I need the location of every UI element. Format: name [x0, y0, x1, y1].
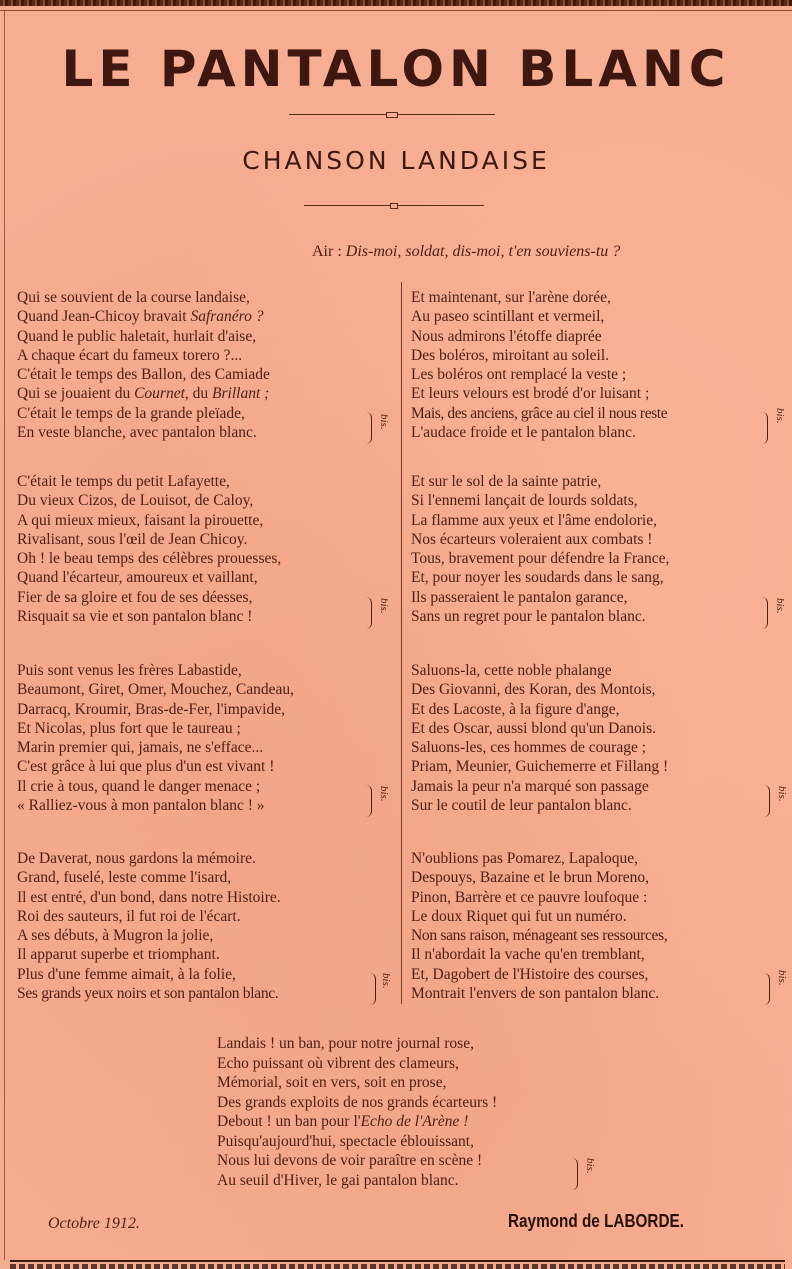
verse-line: Puis sont venus les frères Labastide,	[17, 662, 242, 679]
verse-line: Il est entré, d'un bond, dans notre Histoire.	[17, 888, 281, 906]
verse-line: Landais ! un ban, pour notre journal rose,	[217, 1035, 474, 1052]
verse-line: Et maintenant, sur l'arène dorée,	[411, 289, 611, 306]
verse-line: Sur le coutil de leur pantalon blanc.	[411, 797, 632, 815]
verse-line: Quand l'écarteur, amoureux et vaillant,	[17, 569, 258, 587]
refrain-brace	[366, 785, 372, 817]
verse-line: Ses grands yeux noirs et son pantalon blanc.	[17, 985, 279, 1003]
verse-line: Et Nicolas, plus fort que le taureau ;	[17, 719, 241, 737]
verse-line: Nous admirons l'étoffe diaprée	[411, 327, 602, 345]
refrain-marker: bis.	[774, 598, 786, 614]
verse-line: Montrait l'envers de son pantalon blanc.	[411, 985, 660, 1003]
refrain-marker: bis.	[378, 786, 390, 802]
verse-line: Quand le public haletait, hurlait d'aise,	[17, 327, 257, 345]
verse-line: Sans un regret pour le pantalon blanc.	[411, 608, 646, 626]
top-rule	[0, 10, 792, 11]
stanza-left-1	[17, 288, 270, 442]
stanza-right-3	[411, 661, 668, 815]
refrain-marker: bis.	[380, 973, 392, 989]
verse-line: Plus d'une femme aimait, à la folie,	[17, 965, 236, 983]
left-margin-rule	[4, 10, 5, 1260]
verse-line: Si l'ennemi lançait de lourds soldats,	[411, 492, 638, 510]
verse-line: Il n'abordait la vache qu'en tremblant,	[411, 946, 645, 964]
verse-line: Rivalisant, sous l'œil de Jean Chicoy.	[17, 530, 248, 548]
verse-line: Des grands exploits de nos grands écarteurs !	[217, 1093, 498, 1111]
verse-line: Qui se jouaient du Cournet, du Brillant ;	[17, 385, 270, 403]
verse-line: Despouys, Bazaine et le brun Moreno,	[411, 869, 650, 887]
verse-line: Et des Lacoste, à la figure d'ange,	[411, 700, 620, 718]
verse-line: Le doux Riquet qui fut un numéro.	[411, 907, 627, 925]
verse-line: Quand Jean-Chicoy bravait Safranéro ?	[17, 308, 264, 326]
bottom-border	[10, 1264, 785, 1269]
verse-line: Grand, fuselé, leste comme l'isard,	[17, 869, 232, 887]
refrain-marker: bis.	[378, 598, 390, 614]
refrain-brace	[764, 785, 770, 817]
top-border	[0, 0, 792, 6]
verse-line: Saluons-les, ces hommes de courage ;	[411, 739, 647, 757]
verse-line: A qui mieux mieux, faisant la pirouette,	[17, 511, 264, 529]
date-line: Octobre 1912.	[48, 1215, 140, 1232]
verse-line: C'était le temps de la grande pleïade,	[17, 404, 245, 422]
verse-line: Puisqu'aujourd'hui, spectacle éblouissant,	[217, 1132, 474, 1150]
verse-line: A ses débuts, à Mugron la jolie,	[17, 927, 214, 945]
stanza-left-3	[17, 661, 294, 815]
column-divider	[401, 282, 402, 1004]
page-subtitle: CHANSON LANDAISE	[242, 146, 550, 175]
verse-line: Des Giovanni, des Koran, des Montois,	[411, 681, 656, 699]
refrain-marker: bis.	[774, 408, 786, 424]
verse-line: C'était le temps des Ballon, des Camiade	[17, 366, 270, 384]
subtitle-ornament-divider	[304, 205, 484, 206]
author-signature: Raymond de LABORDE.	[508, 1211, 684, 1231]
verse-line: Il crie à tous, quand le danger menace ;	[17, 777, 261, 795]
verse-line: Roi des sauteurs, il fut roi de l'écart.	[17, 907, 241, 925]
verse-line: Priam, Meunier, Guichemerre et Fillang !	[411, 758, 669, 776]
refrain-brace	[762, 412, 768, 444]
verse-line: Du vieux Cizos, de Louisot, de Caloy,	[17, 492, 254, 510]
refrain-brace	[366, 412, 372, 444]
refrain-brace	[366, 597, 372, 629]
verse-line: Marin premier qui, jamais, ne s'efface...	[17, 739, 264, 757]
bottom-rule	[10, 1260, 785, 1262]
stanza-left-4	[17, 849, 281, 1003]
refrain-marker: bis.	[776, 786, 788, 802]
verse-line: La flamme aux yeux et l'âme endolorie,	[411, 511, 657, 529]
verse-line: Saluons-la, cette noble phalange	[411, 662, 612, 679]
verse-line: Les boléros ont remplacé la veste ;	[411, 366, 627, 384]
refrain-brace	[762, 597, 768, 629]
verse-line: Et, Dagobert de l'Histoire des courses,	[411, 965, 649, 983]
verse-line: Des boléros, miroitant au soleil.	[411, 346, 610, 364]
refrain-marker: bis.	[776, 970, 788, 986]
verse-line: N'oublions pas Pomarez, Lapaloque,	[411, 850, 639, 867]
page-title: LE PANTALON BLANC	[61, 40, 731, 98]
refrain-brace	[370, 973, 376, 1005]
verse-line: Et, pour noyer les soudards dans le sang,	[411, 569, 664, 587]
title-ornament-divider	[289, 114, 495, 115]
refrain-brace	[572, 1158, 578, 1190]
verse-line: Et sur le sol de la sainte patrie,	[411, 473, 602, 490]
refrain-marker: bis.	[378, 414, 390, 430]
verse-line: L'audace froide et le pantalon blanc.	[411, 424, 636, 442]
verse-line: C'était le temps du petit Lafayette,	[17, 473, 230, 490]
tune-title: Dis-moi, soldat, dis-moi, t'en souviens-tu ?	[345, 243, 621, 260]
tune-label: Air :	[312, 243, 342, 260]
verse-line: Mémorial, soit en vers, soit en prose,	[217, 1074, 447, 1091]
stanza-right-4	[411, 849, 667, 1003]
verse-line: Mais, des anciens, grâce au ciel il nous reste	[411, 404, 668, 422]
stanza-left-2	[17, 472, 281, 626]
stanza-final	[217, 1034, 497, 1190]
verse-line: Echo puissant où vibrent des clameurs,	[217, 1054, 459, 1072]
verse-line: A chaque écart du fameux torero ?...	[17, 346, 243, 364]
verse-line: Au seuil d'Hiver, le gai pantalon blanc.	[217, 1171, 459, 1189]
verse-line: C'est grâce à lui que plus d'un est vivant !	[17, 758, 275, 776]
verse-line: En veste blanche, avec pantalon blanc.	[17, 424, 257, 442]
verse-line: Ils passeraient le pantalon garance,	[411, 588, 628, 606]
verse-line: Fier de sa gloire et fou de ses déesses,	[17, 588, 253, 606]
verse-line: Nos écarteurs voleraient aux combats !	[411, 530, 653, 548]
verse-line: Au paseo scintillant et vermeil,	[411, 308, 605, 326]
verse-line: Il apparut superbe et triomphant.	[17, 946, 220, 964]
verse-line: Jamais la peur n'a marqué son passage	[411, 777, 649, 795]
verse-line: Debout ! un ban pour l'Echo de l'Arène !	[217, 1113, 469, 1130]
verse-line: Et des Oscar, aussi blond qu'un Danois.	[411, 719, 656, 737]
verse-line: Qui se souvient de la course landaise,	[17, 289, 250, 306]
verse-line: Et leurs velours est brodé d'or luisant ;	[411, 385, 650, 403]
stanza-right-1	[411, 288, 667, 442]
verse-line: Nous lui devons de voir paraître en scène !	[217, 1152, 483, 1169]
stanza-right-2	[411, 472, 669, 626]
verse-line: Darracq, Kroumir, Bras-de-Fer, l'impavide,	[17, 700, 285, 718]
verse-line: Oh ! le beau temps des célèbres prouesses,	[17, 550, 282, 568]
verse-line: Pinon, Barrère et ce pauvre loufoque :	[411, 888, 648, 906]
verse-line: Tous, bravement pour défendre la France,	[411, 550, 670, 568]
tune-note	[312, 243, 620, 261]
verse-line: Risquait sa vie et son pantalon blanc !	[17, 608, 253, 626]
verse-line: « Ralliez-vous à mon pantalon blanc ! »	[17, 797, 265, 815]
verse-line: De Daverat, nous gardons la mémoire.	[17, 850, 256, 867]
refrain-brace	[764, 973, 770, 1005]
verse-line: Beaumont, Giret, Omer, Mouchez, Candeau,	[17, 681, 295, 699]
verse-line: Non sans raison, ménageant ses ressources,	[411, 927, 668, 945]
refrain-marker: bis.	[584, 1158, 596, 1174]
